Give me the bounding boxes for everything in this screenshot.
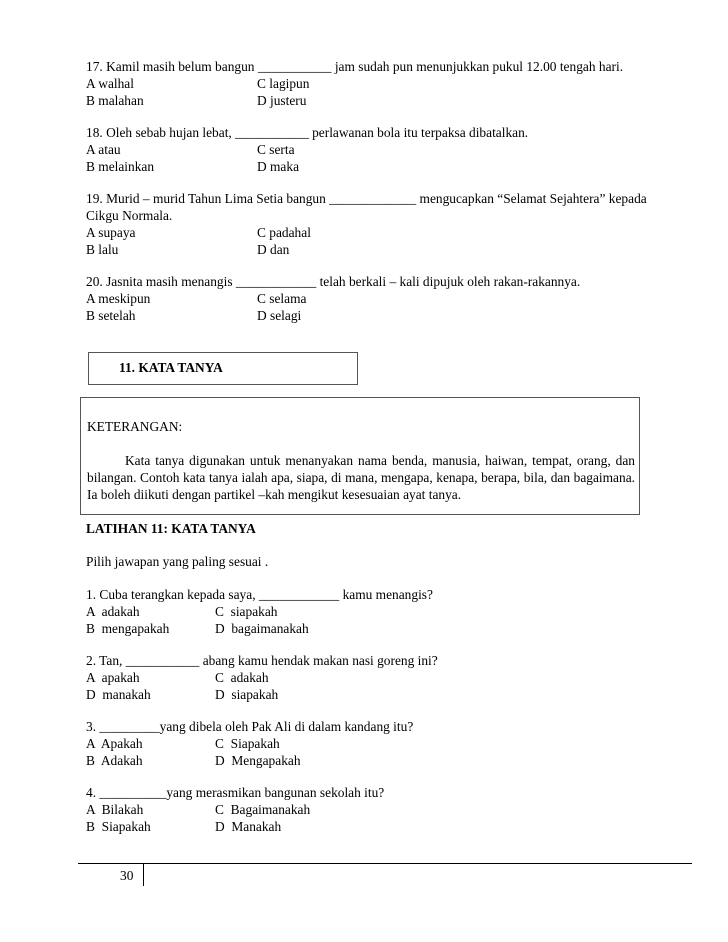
question-20: 20. Jasnita masih menangis ____________ telah berkali – kali dipujuk oleh rakan-rakannya. bbox=[86, 274, 581, 289]
option-d: D Mengapakah bbox=[215, 753, 301, 768]
instruction: Pilih jawapan yang paling sesuai . bbox=[86, 554, 269, 569]
keterangan-box bbox=[80, 397, 640, 515]
option-d: D justeru bbox=[257, 93, 307, 108]
latihan-question-4: 4. __________yang merasmikan bangunan sekolah itu? bbox=[86, 785, 385, 800]
option-b: B malahan bbox=[86, 93, 144, 108]
option-c: C serta bbox=[257, 142, 295, 157]
option-d: D siapakah bbox=[215, 687, 279, 702]
question-18: 18. Oleh sebab hujan lebat, ___________ perlawanan bola itu terpaksa dibatalkan. bbox=[86, 125, 529, 140]
section-title-box bbox=[88, 352, 358, 385]
keterangan-body bbox=[87, 452, 635, 503]
page-number: 30 bbox=[120, 868, 134, 883]
option-b: B Adakah bbox=[86, 753, 143, 768]
option-c: C padahal bbox=[257, 225, 311, 240]
section-title: 11. KATA TANYA bbox=[119, 360, 223, 375]
option-d: D Manakah bbox=[215, 819, 282, 834]
question-17: 17. Kamil masih belum bangun ___________ jam sudah pun menunjukkan pukul 12.00 tengah hari. bbox=[86, 59, 624, 74]
question-19-line-2: Cikgu Normala. bbox=[86, 208, 173, 223]
option-a: A meskipun bbox=[86, 291, 151, 306]
option-d: D selagi bbox=[257, 308, 302, 323]
option-a: A Apakah bbox=[86, 736, 143, 751]
option-c: C lagipun bbox=[257, 76, 310, 91]
option-c: C Bagaimanakah bbox=[215, 802, 311, 817]
footer-rule bbox=[78, 863, 692, 864]
option-b: B mengapakah bbox=[86, 621, 170, 636]
latihan-question-2: 2. Tan, ___________ abang kamu hendak makan nasi goreng ini? bbox=[86, 653, 438, 668]
option-b: B Siapakah bbox=[86, 819, 151, 834]
question-19-line-1: 19. Murid – murid Tahun Lima Setia bangun _____________ mengucapkan “Selamat Sejahtera” kepada bbox=[86, 191, 647, 206]
option-c: C siapakah bbox=[215, 604, 278, 619]
footer-divider bbox=[143, 864, 144, 886]
option-c: C Siapakah bbox=[215, 736, 280, 751]
option-d: D dan bbox=[257, 242, 290, 257]
option-b: B setelah bbox=[86, 308, 136, 323]
keterangan-text: Kata tanya digunakan untuk menanyakan nama benda, manusia, haiwan, tempat, orang, dan bilangan. Contoh kata tanya ialah apa, siapa, di mana, mengapa, kenapa, berapa, bila, dan bagaimana. Ia boleh diikuti dengan partikel –kah mengikut kesesuaian ayat tanya. bbox=[87, 453, 635, 502]
option-a: A atau bbox=[86, 142, 121, 157]
latihan-question-3: 3. _________yang dibela oleh Pak Ali di dalam kandang itu? bbox=[86, 719, 414, 734]
latihan-title: LATIHAN 11: KATA TANYA bbox=[86, 521, 256, 536]
latihan-question-1: 1. Cuba terangkan kepada saya, ____________ kamu menangis? bbox=[86, 587, 433, 602]
option-b: D manakah bbox=[86, 687, 151, 702]
option-d: D bagaimanakah bbox=[215, 621, 309, 636]
option-a: A walhal bbox=[86, 76, 134, 91]
option-b: B lalu bbox=[86, 242, 119, 257]
option-c: C selama bbox=[257, 291, 307, 306]
option-b: B melainkan bbox=[86, 159, 155, 174]
option-a: A Bilakah bbox=[86, 802, 144, 817]
keterangan-heading: KETERANGAN: bbox=[87, 419, 183, 434]
option-d: D maka bbox=[257, 159, 300, 174]
option-a: A supaya bbox=[86, 225, 136, 240]
option-a: A adakah bbox=[86, 604, 140, 619]
option-c: C adakah bbox=[215, 670, 269, 685]
option-a: A apakah bbox=[86, 670, 140, 685]
